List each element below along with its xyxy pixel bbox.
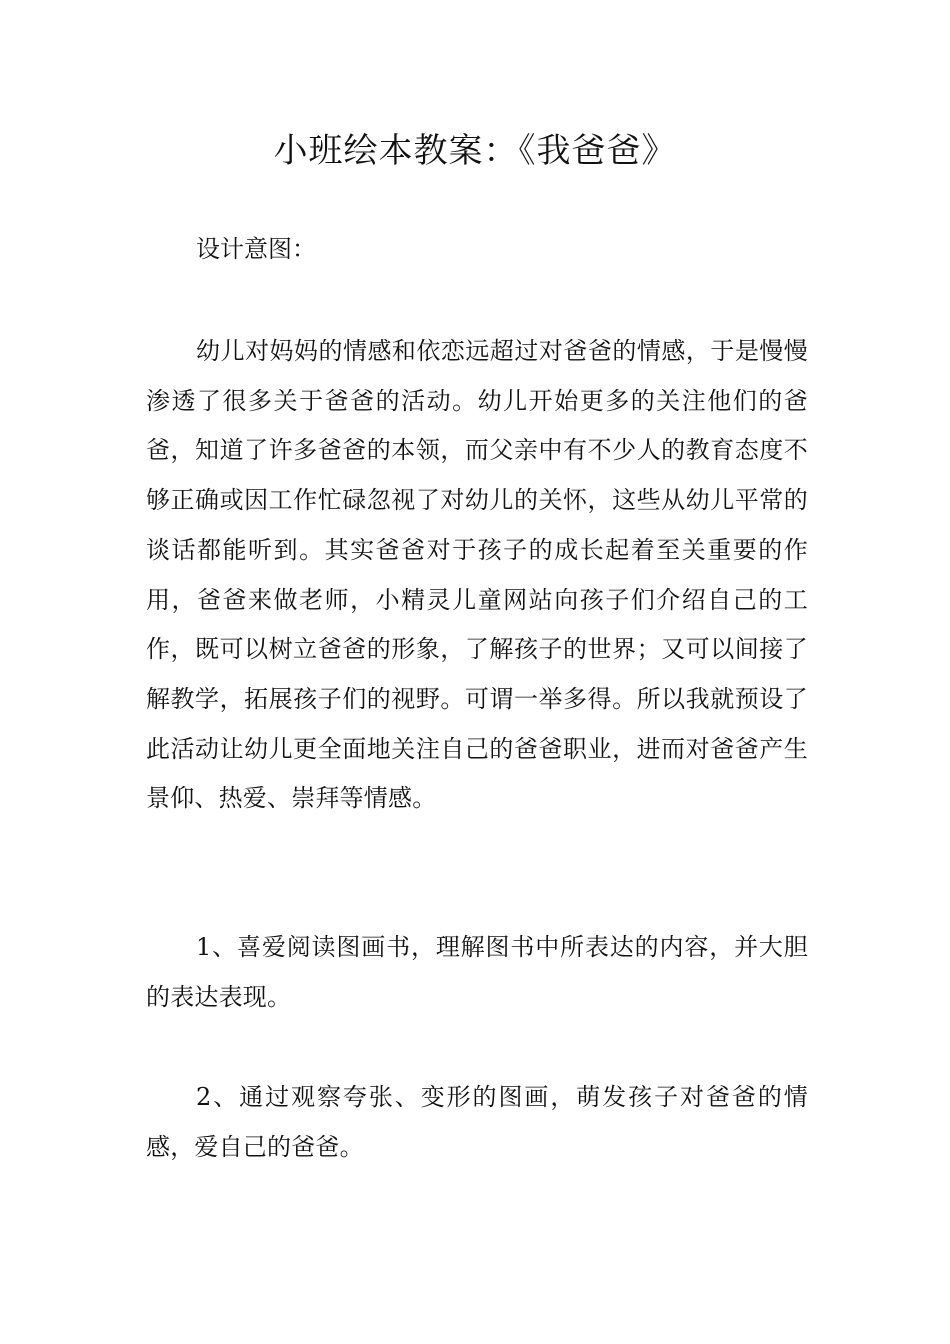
section-heading-design-intent: 设计意图： <box>196 235 316 263</box>
paragraph-goal-2: 2、通过观察夸张、变形的图画，萌发孩子对爸爸的情感，爱自己的爸爸。 <box>146 1083 808 1161</box>
paragraph-goal-1: 1、喜爱阅读图画书，理解图书中所表达的内容，并大胆的表达表现。 <box>146 933 808 1011</box>
document-title: 小班绘本教案：《我爸爸》 <box>273 131 677 171</box>
paragraph-design-intent: 幼儿对妈妈的情感和依恋远超过对爸爸的情感，于是慢慢渗透了很多关于爸爸的活动。幼儿开始更多的关注他们的爸爸，知道了许多爸爸的本领，而父亲中有不少人的教育态度不够正确或因工作忙碌忽视了对幼儿的关怀，这些从幼儿平常的谈话都能听到。其实爸爸对于孩子的成长起着至关重要的作用，爸爸来做老师，小精灵儿童网站向孩子们介绍自己的工作，既可以树立爸爸的形象，了解孩子的世界；又可以间接了解教学，拓展孩子们的视野。可谓一举多得。所以我就预设了此活动让幼儿更全面地关注自己的爸爸职业，进而对爸爸产生景仰、热爱、崇拜等情感。 <box>146 337 808 813</box>
